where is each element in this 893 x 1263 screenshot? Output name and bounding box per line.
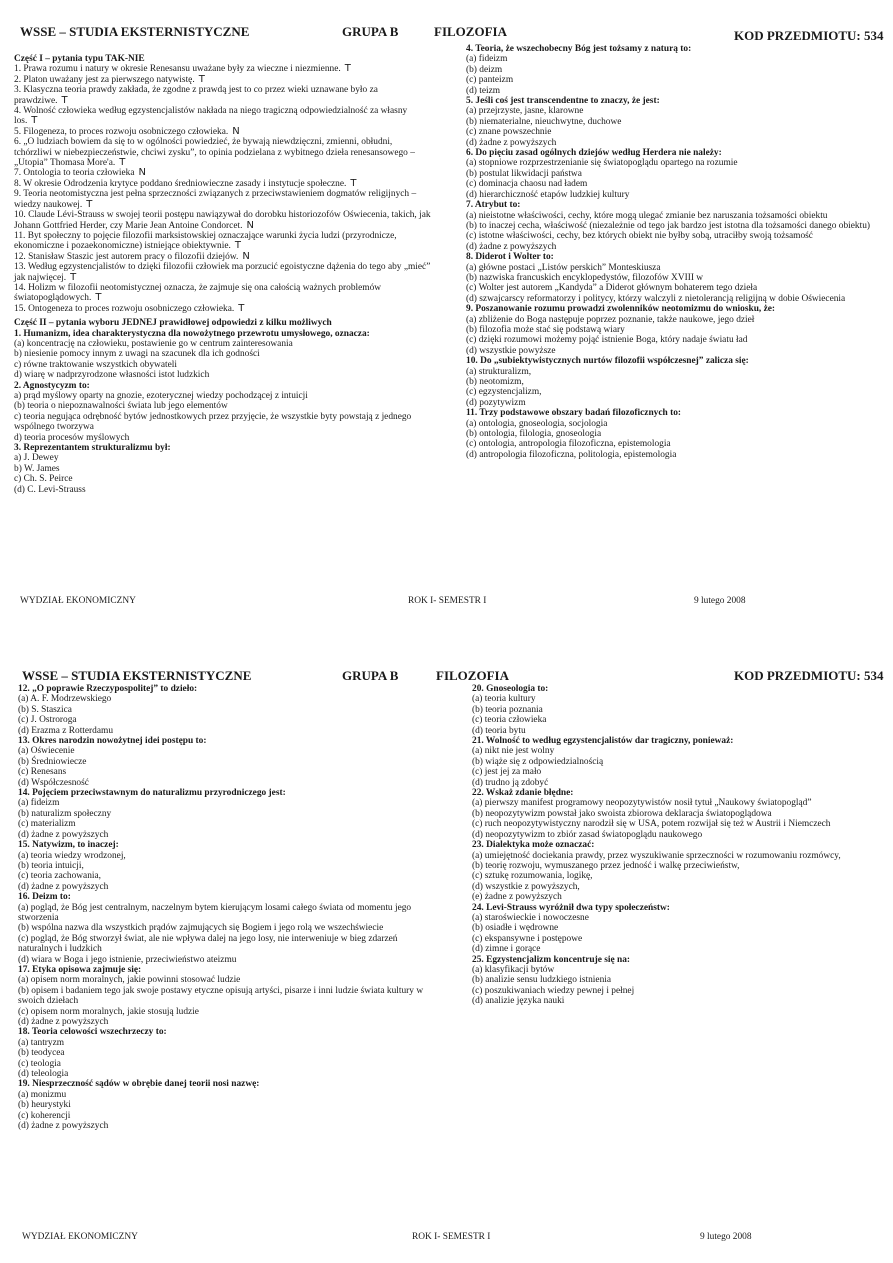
answer-option: (c) teologia	[18, 1058, 61, 1069]
answer-option: (a) staroświeckie i nowoczesne	[472, 912, 589, 923]
answer-option: (d) C. Levi-Strauss	[14, 484, 86, 495]
answer-option: (b) teodycea	[18, 1048, 65, 1059]
question-text: 6. Do pięciu zasad ogólnych dziejów według Herdera nie należy:	[466, 148, 722, 159]
tf-statement: 13. Według egzystencjalistów to dzięki filozofii człowiek ma porzucić egoistyczne dążenia do tego aby „mieć” jak najwięcej.	[14, 262, 431, 283]
answer-option: (b) teoria intuicji,	[18, 860, 84, 871]
answer-option: (a) tantryzm	[18, 1037, 65, 1048]
question-text: 2. Agnostycyzm to:	[14, 380, 90, 391]
question-text: 12. „O poprawie Rzeczypospolitej” to dzieło:	[18, 684, 198, 694]
exam-page-2	[0, 632, 893, 1263]
answer-option: b) W. James	[14, 463, 60, 474]
right-column	[466, 44, 886, 460]
tf-answer-mark: N	[246, 219, 254, 231]
answer-option: (a) fideizm	[466, 54, 508, 65]
tf-item	[14, 179, 432, 189]
tf-statement: 5. Filogeneza, to proces rozwoju osobniczego człowieka.	[14, 126, 229, 137]
answer-option: a) J. Dewey	[14, 453, 59, 464]
mc-list	[472, 684, 886, 1007]
tf-answer-mark: T	[61, 94, 68, 106]
answer-option: (d) wszystkie z powyższych,	[472, 881, 580, 892]
footer-left: WYDZIAŁ EKONOMICZNY	[20, 596, 136, 606]
question-text: 5. Jeśli coś jest transcendentne to znaczy, że jest:	[466, 96, 660, 107]
tf-statement: 10. Claude Lévi-Strauss w swojej teorii postępu nawiązywał do dorobku historiozofów Oświecenia, takich, jak Johann Gottfried Herder, czy Marie Jean Antoine Condorcet.	[14, 210, 431, 231]
part2-title: Część II – pytania wyboru JEDNEJ prawidłowej odpowiedzi z kilku możliwych	[14, 318, 332, 329]
question-text: 3. Reprezentantem strukturalizmu był:	[14, 443, 171, 454]
answer-option: (c) Wolter jest autorem „Kandyda” a Diderot głównym bohaterem tego dzieła	[466, 283, 758, 294]
answer-option: (d) Erazma z Rotterdamu	[18, 725, 114, 736]
mc-list	[466, 44, 886, 460]
question-text: 16. Deizm to:	[18, 892, 71, 903]
answer-option: (c) ekspansywne i postępowe	[472, 933, 583, 944]
answer-option: (b) neopozytywizm powstał jako swoista zbiorowa deklaracja światopoglądowa	[472, 808, 772, 819]
tf-statement: 7. Ontologia to teoria człowieka	[14, 168, 135, 179]
tf-answer-mark: N	[138, 167, 147, 179]
answer-option: (d) teoria bytu	[472, 725, 526, 736]
answer-option: (d) szwajcarscy reformatorzy i politycy, którzy walczyli z nietolerancją religijną w dobie Oświecenia	[466, 293, 846, 304]
answer-option: (a) ontologia, gnoseologia, socjologia	[466, 418, 608, 429]
answer-option: (d) żadne z powyższych	[18, 1121, 109, 1132]
answer-option: (c) pogląd, że Bóg stworzył świat, ale nie wpływa dalej na jego losy, nie interweniuje w bieg zdarzeń naturalnych i ludzkich	[18, 933, 398, 955]
tf-statement: 8. W okresie Odrodzenia krytyce poddano średniowieczne zasady i instytucje społeczne.	[14, 178, 347, 189]
answer-option: (b) naturalizm społeczny	[18, 808, 112, 819]
answer-option: (a) teoria kultury	[472, 694, 536, 705]
answer-option: a) prąd myślowy oparty na gnozie, ezoterycznej wiedzy pochodzącej z intuicji	[14, 391, 308, 401]
question-text: 14. Pojęciem przeciwstawnym do naturalizmu przyrodniczego jest:	[18, 788, 286, 799]
question-text: 13. Okres narodzin nowożytnej idei postępu to:	[18, 736, 207, 747]
answer-option: (c) ontologia, antropologia filozoficzna, epistemologia	[466, 439, 671, 450]
header-school: WSSE – STUDIA EKSTERNISTYCZNE	[20, 24, 250, 39]
answer-option: (d) neopozytywizm to zbiór zasad światopoglądu naukowego	[472, 829, 703, 840]
question-text: 10. Do „subiektywistycznych nurtów filozofii współczesnej” zalicza się:	[466, 356, 749, 367]
question-text: 24. Levi-Strauss wyróżnił dwa typy społeczeństw:	[472, 902, 670, 913]
question-text: 7. Atrybut to:	[466, 200, 521, 211]
answer-option: (b) wspólna nazwa dla wszystkich prądów zajmujących się Bogiem i jego rolą we wszechświecie	[18, 923, 384, 934]
tf-item	[14, 137, 432, 168]
answer-option: (a) A. F. Modrzewskiego	[18, 694, 112, 705]
answer-option: (d) pozytywizm	[466, 397, 526, 408]
question-text: 11. Trzy podstawowe obszary badań filozoficznych to:	[466, 408, 682, 419]
tf-answer-mark: T	[238, 302, 245, 314]
tf-statement: 12. Stanisław Staszic jest autorem pracy o filozofii dziejów.	[14, 251, 239, 262]
answer-option: (d) Współczesność	[18, 777, 89, 788]
answer-option: (c) materializm	[18, 819, 76, 830]
answer-option: (d) żadne z powyższych	[466, 241, 557, 252]
question-text: 8. Diderot i Wolter to:	[466, 252, 554, 263]
tf-statement: 9. Teoria neotomistyczna jest pełna sprzeczności związanych z przeciwstawieniem dogmatów religijnych – wiedzy naukowej.	[14, 189, 417, 210]
mc-list	[18, 684, 434, 1131]
answer-option: c) równe traktowanie wszystkich obywateli	[14, 359, 177, 370]
answer-option: (d) analizie języka nauki	[472, 996, 565, 1007]
tf-item	[14, 127, 432, 137]
header-group: GRUPA B	[342, 24, 399, 39]
question-text: 21. Wolność to według egzystencjalistów dar tragiczny, ponieważ:	[472, 736, 734, 747]
answer-option: (a) pierwszy manifest programowy neopozytywistów nosił tytuł „Naukowy światopogląd”	[472, 798, 812, 809]
tf-statement: 1. Prawa rozumu i natury w okresie Renesansu uważane były za wieczne i niezmienne.	[14, 64, 341, 75]
answer-option: (b) teorię rozwoju, wymuszanego przez jedność i walkę przeciwieństw,	[472, 860, 740, 871]
footer-right: 9 lutego 2008	[694, 596, 746, 606]
answer-option: (c) poszukiwaniach wiedzy pewnej i pełnej	[472, 985, 635, 996]
answer-option: (a) Oświecenie	[18, 746, 75, 757]
question-text: 20. Gnoseologia to:	[472, 684, 549, 694]
right-column	[472, 684, 886, 1007]
question-text: 22. Wskaż zdanie błędne:	[472, 788, 574, 799]
header-code: KOD PRZEDMIOTU: 534	[734, 668, 884, 683]
header-code: KOD PRZEDMIOTU: 534	[734, 28, 884, 43]
answer-option: (b) teoria poznania	[472, 704, 543, 715]
left-column	[14, 54, 432, 495]
answer-option: (b) heurystyki	[18, 1100, 71, 1111]
answer-option: b) niesienie pomocy innym z uwagi na szacunek dla ich godności	[14, 349, 260, 360]
answer-option: (d) wszystkie powyższe	[466, 345, 556, 356]
answer-option: c) Ch. S. Peirce	[14, 474, 73, 485]
tf-item	[14, 283, 432, 304]
answer-option: (c) istotne właściwości, cechy, bez których obiekt nie byłby sobą, utraciłby swoją tożsamość	[466, 231, 813, 242]
answer-option: (d) teleologia	[18, 1069, 69, 1080]
mc-list	[14, 329, 432, 496]
answer-option: c) teoria negująca odrębność bytów jednostkowych przez przyjęcie, że wszystkie byty powstają z jednego wspólnego tworzywa	[14, 411, 412, 433]
answer-option: (b) postulat likwidacji państwa	[466, 168, 582, 179]
tf-item	[14, 252, 432, 262]
tf-item	[14, 304, 432, 314]
answer-option: (c) jest jej za mało	[472, 767, 542, 778]
answer-option: (b) opisem i badaniem tego jak swoje postawy etyczne opisują artyści, pisarze i inni ludzie świata kultury w swoich dziełach	[18, 985, 424, 1007]
true-false-list	[14, 64, 432, 314]
answer-option: (b) teoria o niepoznawalności świata lub jego elementów	[14, 401, 228, 412]
answer-option: (d) zimne i gorące	[472, 944, 541, 955]
answer-option: (b) ontologia, filologia, gnoseologia	[466, 429, 602, 440]
answer-option: d) wiarę w nadprzyrodzone własności istot ludzkich	[14, 370, 210, 381]
answer-option: (a) stopniowe rozprzestrzenianie się światopoglądu opartego na rozumie	[466, 158, 738, 169]
answer-option: (c) opisem norm moralnych, jakie stosują ludzie	[18, 1006, 199, 1017]
tf-statement: 6. „O ludziach bowiem da się to w ogólności powiedzieć, że bywają niewdzięczni, zmienni, obłudni, tchórzliwi w niebezpieczeństwie, chciwi zysku”, to opinia podzielana z wybitnego dzieła renesansowego – „Utopia” Thomasa More'a.	[14, 137, 415, 169]
footer-right: 9 lutego 2008	[700, 1232, 752, 1242]
tf-statement: 15. Ontogeneza to proces rozwoju osobniczego człowieka.	[14, 303, 235, 314]
answer-option: (b) osiadłe i wędrowne	[472, 923, 559, 934]
answer-option: (b) Średniowiecze	[18, 756, 87, 767]
header-subject: FILOZOFIA	[436, 668, 509, 683]
answer-option: (c) teoria zachowania,	[18, 871, 102, 882]
answer-option: (c) dominacja chaosu nad ładem	[466, 179, 588, 190]
answer-option: (a) monizmu	[18, 1089, 67, 1100]
answer-option: (c) koherencji	[18, 1110, 71, 1121]
question-text: 23. Dialektyka może oznaczać:	[472, 840, 595, 851]
tf-statement: 14. Holizm w filozofii neotomistycznej oznacza, że zajmuje się ona całością ważnych problemów światopoglądowych.	[14, 282, 382, 304]
tf-statement: 11. Byt społeczny to pojęcie filozofii marksistowskiej oznaczające warunki życia ludzi (przyrodnicze, ekonomiczne i pozaekonomiczne) istniejące obiektywnie.	[14, 230, 397, 252]
answer-option: (d) teizm	[466, 85, 501, 96]
answer-option: (a) klasyfikacji bytów	[472, 964, 555, 975]
answer-option: (b) neotomizm,	[466, 377, 524, 387]
tf-answer-mark: T	[350, 177, 357, 189]
answer-option: (b) deizm	[466, 64, 503, 75]
answer-option: (d) hierarchiczność etapów ludzkiej kultury	[466, 189, 630, 200]
tf-statement: 3. Klasyczna teoria prawdy zakłada, że zgodne z prawdą jest to co przez wieki uznawane było za prawdziwe.	[14, 85, 378, 106]
question-text: 4. Teoria, że wszechobecny Bóg jest tożsamy z naturą to:	[466, 44, 692, 54]
answer-option: (d) żadne z powyższych	[18, 881, 109, 892]
answer-option: (c) dzięki rozumowi możemy pojąć istnienie Boga, który nadaje światu ład	[466, 335, 748, 346]
answer-option: (d) wiara w Boga i jego istnienie, przeciwieństwo ateizmu	[18, 954, 237, 965]
tf-statement: 4. Wolność człowieka według egzystencjalistów nakłada na niego tragiczną odpowiedzialność za własny los.	[14, 106, 408, 127]
answer-option: (a) umiejętność dociekania prawdy, przez wyszukiwanie sprzeczności w rozumowaniu rozmówcy,	[472, 850, 841, 861]
tf-item	[14, 210, 432, 231]
answer-option: (c) sztukę rozumowania, logikę,	[472, 871, 593, 882]
tf-item	[14, 231, 432, 252]
answer-option: (d) żadne z powyższych	[18, 829, 109, 840]
answer-option: d) teoria procesów myślowych	[14, 432, 130, 443]
answer-option: (a) zbliżenie do Boga następuje poprzez poznanie, także naukowe, jego dzieł	[466, 314, 755, 325]
tf-item	[14, 168, 432, 178]
tf-item	[14, 262, 432, 283]
question-text: 18. Teoria celowości wszechrzeczy to:	[18, 1027, 167, 1038]
answer-option: (c) teoria człowieka	[472, 715, 547, 726]
tf-answer-mark: N	[232, 125, 240, 137]
answer-option: (a) strukturalizm,	[466, 366, 532, 377]
tf-answer-mark: T	[198, 73, 205, 85]
left-column	[18, 684, 434, 1131]
tf-answer-mark: N	[242, 250, 250, 262]
tf-answer-mark: T	[86, 198, 93, 210]
answer-option: (a) nieistotne właściwości, cechy, które mogą ulegać zmianie bez naruszania tożsamości obiektu	[466, 210, 828, 221]
answer-option: (a) główne postaci „Listów perskich” Monteskiusza	[466, 262, 661, 273]
answer-option: (b) to inaczej cecha, właściwość (niezależnie od tego jak bardzo jest istotna dla tożsamości danego obiektu)	[466, 220, 871, 231]
header-group: GRUPA B	[342, 668, 399, 683]
tf-item	[14, 85, 432, 106]
answer-option: (c) znane powszechnie	[466, 127, 552, 138]
tf-answer-mark: T	[70, 271, 77, 283]
answer-option: (b) wiąże się z odpowiedzialnością	[472, 756, 604, 767]
tf-answer-mark: T	[119, 157, 126, 169]
answer-option: (c) ruch neopozytywistyczny narodził się w USA, potem rozwijał się też w Austrii i Niemczech	[472, 819, 831, 830]
answer-option: (d) żadne z powyższych	[18, 1017, 109, 1027]
answer-option: (a) fideizm	[18, 798, 60, 809]
answer-option: (b) niematerialne, nieuchwytne, duchowe	[466, 116, 622, 127]
answer-option: (d) trudno ją zdobyć	[472, 777, 549, 788]
answer-option: (a) nikt nie jest wolny	[472, 746, 555, 757]
answer-option: (b) filozofia może stać się podstawą wiary	[466, 324, 625, 335]
answer-option: (a) przejrzyste, jasne, klarowne	[466, 106, 584, 117]
answer-option: (a) opisem norm moralnych, jakie powinni stosować ludzie	[18, 975, 241, 986]
answer-option: (b) nazwiska francuskich encyklopedystów, filozofów XVIII w	[466, 272, 704, 283]
answer-option: (e) żadne z powyższych	[472, 892, 562, 903]
answer-option: (a) koncentrację na człowieku, postawienie go w centrum zainteresowania	[14, 338, 293, 349]
answer-option: (b) S. Staszica	[18, 704, 72, 715]
answer-option: (a) pogląd, że Bóg jest centralnym, naczelnym bytem kierującym losami całego świata od momentu jego stworzenia	[18, 902, 412, 923]
footer-center: ROK I- SEMESTR I	[412, 1232, 491, 1242]
part1-title: Część I – pytania typu TAK-NIE	[14, 54, 145, 64]
question-text: 9. Poszanowanie rozumu prowadzi zwolenników neotomizmu do wniosku, że:	[466, 304, 776, 315]
footer-left: WYDZIAŁ EKONOMICZNY	[22, 1232, 138, 1242]
tf-statement: 2. Platon uważany jest za pierwszego natywistę.	[14, 74, 195, 85]
footer-center: ROK I- SEMESTR I	[408, 596, 487, 606]
answer-option: (d) antropologia filozoficzna, politologia, epistemologia	[466, 449, 677, 460]
answer-option: (c) J. Ostroroga	[18, 715, 77, 726]
tf-answer-mark: T	[31, 115, 38, 127]
answer-option: (d) żadne z powyższych	[466, 137, 557, 148]
answer-option: (b) analizie sensu ludzkiego istnienia	[472, 975, 612, 986]
tf-answer-mark: T	[234, 240, 241, 252]
tf-answer-mark: T	[344, 63, 351, 75]
tf-item	[14, 75, 432, 85]
tf-item	[14, 189, 432, 210]
tf-item	[14, 106, 432, 127]
tf-item	[14, 64, 432, 74]
answer-option: (c) panteizm	[466, 75, 514, 86]
answer-option: (a) teoria wiedzy wrodzonej,	[18, 850, 126, 861]
tf-answer-mark: T	[95, 292, 102, 304]
question-text: 17. Etyka opisowa zajmuje się:	[18, 964, 142, 975]
question-text: 19. Niesprzeczność sądów w obrębie danej teorii nosi nazwę:	[18, 1079, 260, 1090]
question-text: 25. Egzystencjalizm koncentruje się na:	[472, 954, 631, 965]
answer-option: (c) egzystencjalizm,	[466, 387, 542, 398]
header-subject: FILOZOFIA	[434, 24, 507, 39]
header-school: WSSE – STUDIA EKSTERNISTYCZNE	[22, 668, 252, 683]
answer-option: (c) Renesans	[18, 767, 67, 778]
question-text: 1. Humanizm, idea charakterystyczna dla nowożytnego przewrotu umysłowego, oznacza:	[14, 328, 370, 339]
question-text: 15. Natywizm, to inaczej:	[18, 840, 119, 851]
